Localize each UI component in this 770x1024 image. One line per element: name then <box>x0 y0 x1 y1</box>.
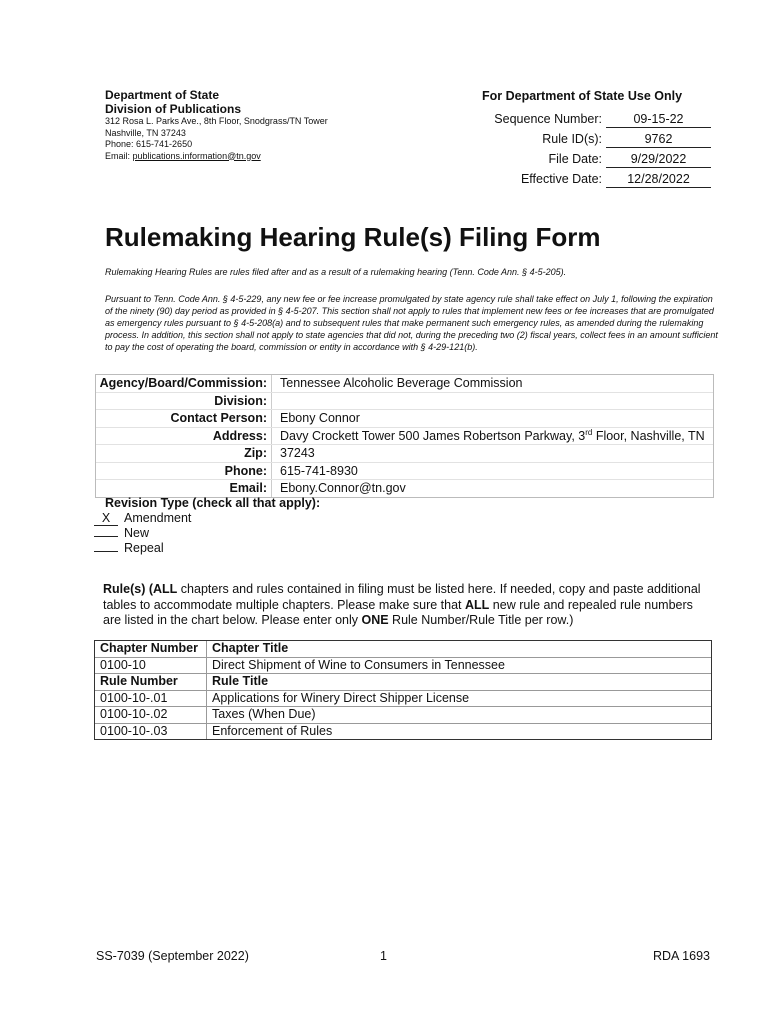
rule-id-value: 9762 <box>606 132 711 148</box>
file-date-value: 9/29/2022 <box>606 152 711 168</box>
department-phone: Phone: 615-741-2650 <box>105 139 193 149</box>
rule-number: 0100-10-.01 <box>95 691 207 707</box>
rules-table <box>94 640 712 740</box>
table-row <box>95 706 711 723</box>
revision-amendment[interactable] <box>94 511 191 527</box>
division-row <box>96 392 713 410</box>
email-value[interactable]: Ebony.Connor@tn.gov <box>280 481 406 495</box>
contact-person-row <box>96 409 713 427</box>
state-use-block <box>482 88 722 186</box>
agency-info-table <box>95 374 714 498</box>
phone-value: 615-741-8930 <box>280 463 358 478</box>
sequence-number-row <box>482 110 722 130</box>
rule-number-header: Rule Number <box>95 674 207 690</box>
department-email-label: Email: <box>105 150 133 161</box>
chapter-header-row <box>95 641 711 657</box>
rule-id-row <box>482 130 722 150</box>
address-label: Address: <box>96 428 272 445</box>
department-email-line <box>105 151 435 163</box>
effective-date-row <box>482 170 722 190</box>
zip-row <box>96 444 713 462</box>
agency-value: Tennessee Alcoholic Beverage Commission <box>280 376 523 390</box>
rule-header-row <box>95 673 711 690</box>
department-name: Department of State <box>105 88 220 102</box>
zip-value: 37243 <box>280 446 315 460</box>
phone-row <box>96 462 713 480</box>
table-row <box>95 723 711 740</box>
rule-title: Applications for Winery Direct Shipper License <box>212 690 470 705</box>
repeal-label: Repeal <box>124 541 164 555</box>
rule-number: 0100-10-.02 <box>95 707 207 723</box>
chapter-number: 0100-10 <box>95 658 207 674</box>
file-date-row <box>482 150 722 170</box>
amendment-checkmark[interactable]: X <box>94 511 118 526</box>
chapter-title: Direct Shipment of Wine to Consumers in Tennessee <box>212 657 505 672</box>
agency-row <box>96 375 713 392</box>
rule-title: Taxes (When Due) <box>212 707 316 721</box>
rules-instructions: Rule(s) (ALL chapters and rules contained in filing must be listed here. If needed, copy and paste additional tables to accommodate multiple chapters. Please make sure that ALL new rule and repealed rule numbers are listed in the chart below. Please enter only ONE Rule Number/Rule Title per row.) <box>103 582 701 627</box>
repeal-checkmark[interactable] <box>94 551 118 552</box>
department-email-link[interactable]: publications.information@tn.gov <box>132 150 261 161</box>
contact-person-value: Ebony Connor <box>280 411 360 425</box>
form-id: SS-7039 (September 2022) <box>96 949 249 963</box>
division-value <box>272 393 280 410</box>
department-header <box>105 88 435 162</box>
department-city: Nashville, TN 37243 <box>105 127 186 138</box>
chapter-row <box>95 657 711 674</box>
division-label: Division: <box>96 393 272 410</box>
address-row <box>96 427 713 445</box>
revision-type-heading: Revision Type (check all that apply): <box>105 496 321 510</box>
contact-person-label: Contact Person: <box>96 410 272 427</box>
effective-date-value: 12/28/2022 <box>606 172 711 188</box>
filing-note: Rulemaking Hearing Rules are rules filed after and as a result of a rulemaking hearing (Tenn. Code Ann. § 4-5-205). <box>105 267 567 277</box>
rule-number: 0100-10-.03 <box>95 724 207 740</box>
new-label: New <box>124 526 150 540</box>
file-date-label: File Date: <box>548 152 602 166</box>
chapter-number-header: Chapter Number <box>95 641 207 657</box>
email-label: Email: <box>96 480 272 497</box>
effective-date-label: Effective Date: <box>520 172 602 186</box>
department-address: 312 Rosa L. Parks Ave., 8th Floor, Snodgrass/TN Tower <box>105 116 328 126</box>
rda-number: RDA 1693 <box>653 949 710 963</box>
table-row <box>95 690 711 707</box>
division-name: Division of Publications <box>105 102 242 116</box>
rule-title-header: Rule Title <box>212 674 269 688</box>
chapter-title-header: Chapter Title <box>212 641 289 655</box>
revision-new[interactable] <box>94 526 149 542</box>
rule-id-label: Rule ID(s): <box>542 132 602 146</box>
revision-repeal[interactable] <box>94 541 164 557</box>
sequence-number-value: 09-15-22 <box>606 112 711 128</box>
zip-label: Zip: <box>96 445 272 462</box>
rule-title: Enforcement of Rules <box>212 723 333 738</box>
agency-label: Agency/Board/Commission: <box>96 375 272 392</box>
amendment-label: Amendment <box>124 511 192 525</box>
new-checkmark[interactable] <box>94 536 118 537</box>
page-number: 1 <box>380 949 387 963</box>
state-use-title: For Department of State Use Only <box>482 89 683 103</box>
address-value: Davy Crockett Tower 500 James Robertson Parkway, 3rd Floor, Nashville, TN <box>280 427 705 443</box>
fee-note: Pursuant to Tenn. Code Ann. § 4-5-229, any new fee or fee increase promulgated by state agency rule shall take effect on July 1, following the expiration of the ninety (90) day period as provided in § 4-5-207. This section shall not apply to rules that implement new fees or fee increases that are promulgated as emergency rules pursuant to § 4-5-208(a) and to subsequent rules that make permanent such emergency rules, as amended during the rulemaking process. In addition, this section shall not apply to state agencies that did not, during the preceding two (2) fiscal years, collect fees in an amount sufficient to pay the cost of operating the board, commission or entity in accordance with § 4-29-121(b). <box>105 294 718 352</box>
form-title: Rulemaking Hearing Rule(s) Filing Form <box>105 222 601 252</box>
email-row <box>96 479 713 497</box>
sequence-number-label: Sequence Number: <box>494 112 602 126</box>
phone-label: Phone: <box>96 463 272 480</box>
